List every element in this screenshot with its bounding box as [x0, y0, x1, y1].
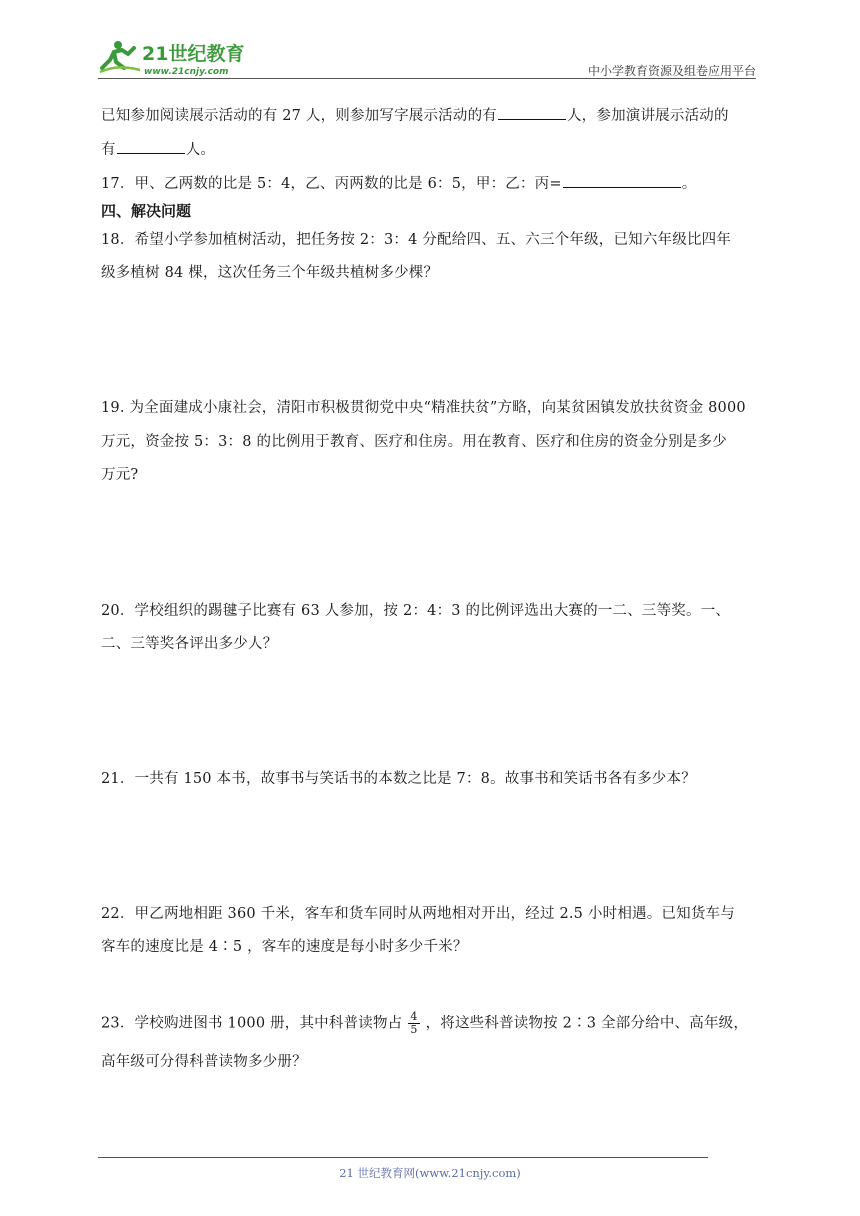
header-divider — [98, 78, 756, 79]
section-heading: 四、解决问题 — [101, 202, 192, 220]
question-19-line-3: 万元? — [101, 467, 139, 483]
platform-name: 中小学教育资源及组卷应用平台 — [587, 64, 756, 78]
question-20-line-1: 20．学校组织的踢毽子比赛有 63 人参加，按 2：4：3 的比例评选出大赛的一二、三等奖。一、 — [101, 603, 731, 619]
svg-text:www.21cnjy.com: www.21cnjy.com — [144, 67, 229, 77]
svg-text:21世纪教育: 21世纪教育 — [142, 43, 245, 65]
fraction: $\frac{4}{5}$ — [410, 1010, 418, 1036]
question-21-line-1: 21．一共有 150 本书，故事书与笑话书的本数之比是 7：8。故事书和笑话书各有多少本？ — [101, 771, 696, 787]
answer-blank[interactable] — [563, 173, 681, 188]
question-18-line-1: 18．希望小学参加植树活动，把任务按 2：3：4 分配给四、五、六三个年级，已知六年级比四年 — [101, 232, 732, 248]
answer-blank[interactable] — [117, 139, 185, 154]
answer-blank[interactable] — [498, 105, 566, 120]
running-man-logo-icon — [96, 38, 266, 78]
question-19-line-2: 万元，资金按 5：3：8 的比例用于教育、医疗和住房。用在教育、医疗和住房的资金分别是多少 — [101, 434, 727, 450]
question-19-line-1: 19. 为全面建成小康社会，清阳市积极贯彻党中央“精准扶贫”方略，向某贫困镇发放扶贫资金 8000 — [101, 400, 746, 416]
question-17: 17．甲、乙两数的比是 5：4，乙、丙两数的比是 6：5，甲：乙：丙= 。 — [101, 173, 696, 194]
question-22-line-1: 22．甲乙两地相距 360 千米，客车和货车同时从两地相对开出，经过 2.5 小时相遇。已知货车与 — [101, 906, 735, 922]
q16-line-2: 有 人。 — [101, 139, 215, 160]
footer-divider — [98, 1157, 708, 1158]
question-20-line-2: 二、三等奖各评出多少人？ — [101, 636, 278, 652]
question-23-line-1: 23．学校购进图书 1000 册，其中科普读物占 $\frac{4}{5}$ ，将这些科普读物按 2∶3 全部分给中、高年级， — [101, 1010, 749, 1036]
question-18-line-2: 级多植树 84 棵，这次任务三个年级共植树多少棵？ — [101, 265, 439, 281]
q16-line-1: 已知参加阅读展示活动的有 27 人，则参加写字展示活动的有 人，参加演讲展示活动的 — [101, 105, 729, 126]
question-22-line-2: 客车的速度比是 4∶5 ，客车的速度是每小时多少千米？ — [101, 939, 468, 955]
site-logo — [96, 38, 266, 78]
footer-link[interactable]: 21 世纪教育网(www.21cnjy.com) — [339, 1166, 521, 1180]
question-23-line-2: 高年级可分得科普读物多少册？ — [101, 1054, 307, 1070]
